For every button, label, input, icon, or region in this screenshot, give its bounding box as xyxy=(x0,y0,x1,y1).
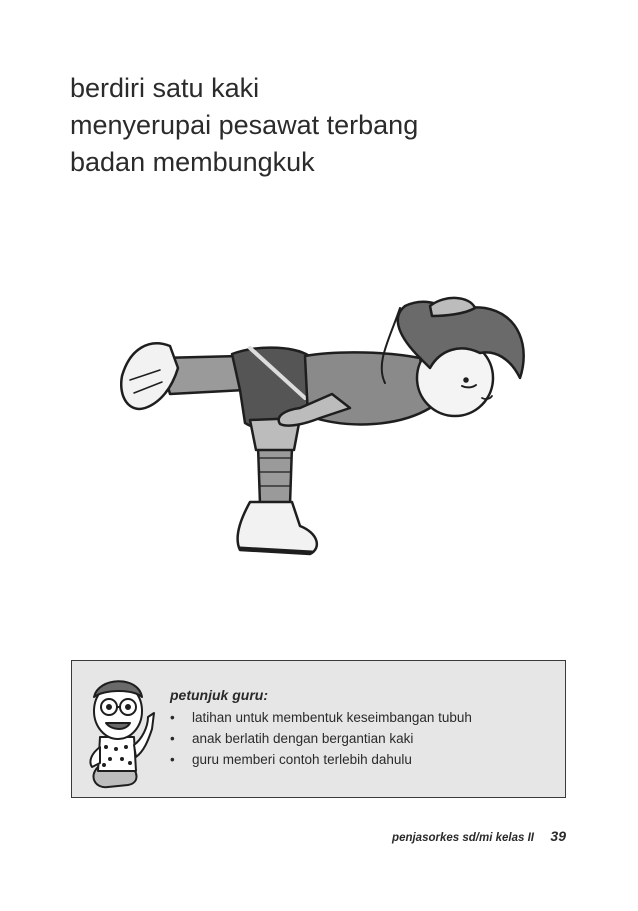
list-item-text: anak berlatih dengan bergantian kaki xyxy=(192,731,414,746)
bullet: • xyxy=(170,752,175,767)
title-line-3: badan membungkuk xyxy=(70,147,315,177)
book-title: penjasorkes sd/mi kelas II xyxy=(392,832,534,844)
page-number: 39 xyxy=(550,828,566,844)
page-footer xyxy=(392,828,566,846)
note-list xyxy=(170,707,472,770)
list-item xyxy=(170,707,472,728)
note-heading: petunjuk guru: xyxy=(170,687,268,703)
bullet: • xyxy=(170,731,175,746)
page-title xyxy=(70,70,418,181)
title-line-1: berdiri satu kaki xyxy=(70,73,260,103)
note-content xyxy=(170,687,472,770)
list-item-text: latihan untuk membentuk keseimbangan tubuh xyxy=(192,710,472,725)
list-item-text: guru memberi contoh terlebih dahulu xyxy=(192,752,412,767)
teacher-character-icon xyxy=(78,667,160,793)
teacher-note-box xyxy=(71,660,566,798)
title-line-2: menyerupai pesawat terbang xyxy=(70,110,419,140)
child-balancing-illustration xyxy=(100,258,540,588)
list-item xyxy=(170,749,472,770)
list-item xyxy=(170,728,472,749)
bullet: • xyxy=(170,710,175,725)
